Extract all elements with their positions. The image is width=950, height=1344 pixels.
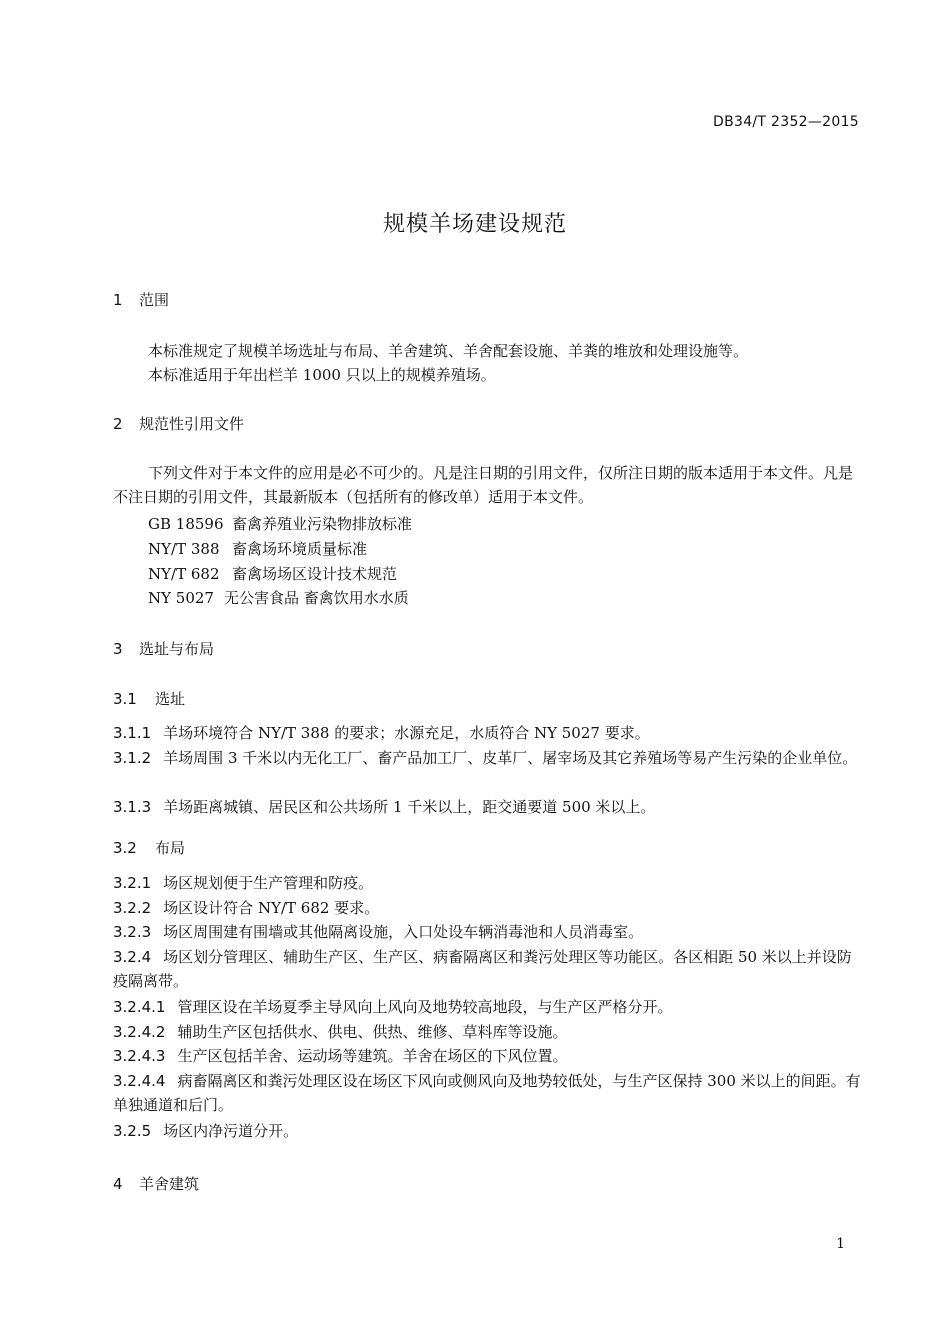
section-title: 羊舍建筑 <box>139 1175 200 1193</box>
reference-code: NY 5027 <box>148 589 214 607</box>
clause-text: 羊场周围 3 千米以内无化工厂、畜产品加工厂、皮革厂、屠宰场及其它养殖场等易产生污染的企业单位。 <box>163 749 858 767</box>
section-number: 4 <box>113 1175 123 1193</box>
paragraph: 本标准规定了规模羊场选址与布局、羊舍建筑、羊舍配套设施、羊粪的堆放和处理设施等。 <box>148 342 749 360</box>
section-heading <box>113 1173 199 1194</box>
clause-text: 场区内净污道分开。 <box>163 1122 299 1140</box>
clause-number: 3.2.3 <box>113 923 152 941</box>
section-title: 范围 <box>139 291 170 309</box>
clause <box>113 1020 861 1044</box>
doc-number: DB34/T 2352—2015 <box>713 114 859 130</box>
clause-number: 3.2.4.3 <box>113 1047 166 1065</box>
clause <box>113 1044 861 1068</box>
subsection-number: 3.2 <box>113 839 137 857</box>
section-title: 规范性引用文件 <box>139 415 245 433</box>
clause-number: 3.2.4 <box>113 948 152 966</box>
subsection-title: 布局 <box>155 839 186 857</box>
paragraph: 下列文件对于本文件的应用是必不可少的。凡是注日期的引用文件，仅所注日期的版本适用于本文件。凡是不注日期的引用文件，其最新版本（包括所有的修改单）适用于本文件。 <box>113 464 854 506</box>
reference-title: 无公害食品 畜禽饮用水水质 <box>224 589 409 607</box>
clause-text: 辅助生产区包括供水、供电、供热、维修、草料库等设施。 <box>177 1023 568 1041</box>
clause <box>113 945 861 993</box>
subsection-title: 选址 <box>155 690 186 708</box>
clause-number: 3.2.4.4 <box>113 1072 166 1090</box>
clause-text: 病畜隔离区和粪污处理区设在场区下风向或侧风向及地势较低处，与生产区保持 300 米以上的间距。有单独通道和后门。 <box>113 1072 861 1114</box>
clause-number: 3.1.2 <box>113 749 152 767</box>
clause <box>113 746 861 770</box>
clause <box>113 920 861 944</box>
clause-text: 场区规划便于生产管理和防疫。 <box>163 874 374 892</box>
section-heading <box>113 638 214 659</box>
reference-item <box>148 587 409 608</box>
section-heading <box>113 413 244 434</box>
clause-text: 生产区包括羊舍、运动场等建筑。羊舍在场区的下风位置。 <box>177 1047 568 1065</box>
paragraph: 本标准适用于年出栏羊 1000 只以上的规模养殖场。 <box>148 366 496 384</box>
clause-number: 3.2.5 <box>113 1122 152 1140</box>
clause-text: 场区划分管理区、辅助生产区、生产区、病畜隔离区和粪污处理区等功能区。各区相距 50 米以上并设防疫隔离带。 <box>113 948 852 990</box>
clause <box>113 721 861 745</box>
subsection-heading <box>113 688 185 709</box>
reference-item <box>148 538 367 559</box>
clause-number: 3.1.1 <box>113 724 152 742</box>
reference-title: 畜禽养殖业污染物排放标准 <box>232 515 413 533</box>
clause <box>113 995 861 1019</box>
section-title: 选址与布局 <box>139 640 215 658</box>
reference-title: 畜禽场环境质量标准 <box>232 540 368 558</box>
clause-number: 3.2.1 <box>113 874 152 892</box>
reference-item <box>148 513 412 534</box>
clause <box>113 896 861 920</box>
clause-text: 场区周围建有围墙或其他隔离设施，入口处设车辆消毒池和人员消毒室。 <box>163 923 644 941</box>
subsection-number: 3.1 <box>113 690 137 708</box>
reference-code: NY/T 388 <box>148 540 220 558</box>
clause-number: 3.2.4.2 <box>113 1023 166 1041</box>
clause-text: 羊场距离城镇、居民区和公共场所 1 千米以上，距交通要道 500 米以上。 <box>163 798 656 816</box>
reference-item <box>148 563 397 584</box>
reference-title: 畜禽场场区设计技术规范 <box>232 565 398 583</box>
reference-code: NY/T 682 <box>148 565 220 583</box>
section-heading <box>113 289 169 310</box>
clause <box>113 1069 861 1117</box>
clause-text: 羊场环境符合 NY/T 388 的要求；水源充足，水质符合 NY 5027 要求。 <box>163 724 650 742</box>
clause-number: 3.2.4.1 <box>113 998 166 1016</box>
section-number: 2 <box>113 415 123 433</box>
clause-number: 3.2.2 <box>113 899 152 917</box>
reference-code: GB 18596 <box>148 515 224 533</box>
clause-text: 管理区设在羊场夏季主导风向上风向及地势较高地段，与生产区严格分开。 <box>177 998 673 1016</box>
clause <box>113 1119 861 1143</box>
clause <box>113 795 861 819</box>
page-title: 规模羊场建设规范 <box>382 212 567 237</box>
section-number: 3 <box>113 640 123 658</box>
clause <box>113 871 861 895</box>
page-number: 1 <box>836 1236 845 1252</box>
clause-number: 3.1.3 <box>113 798 152 816</box>
subsection-heading <box>113 837 185 858</box>
clause-text: 场区设计符合 NY/T 682 要求。 <box>163 899 380 917</box>
section-number: 1 <box>113 291 123 309</box>
